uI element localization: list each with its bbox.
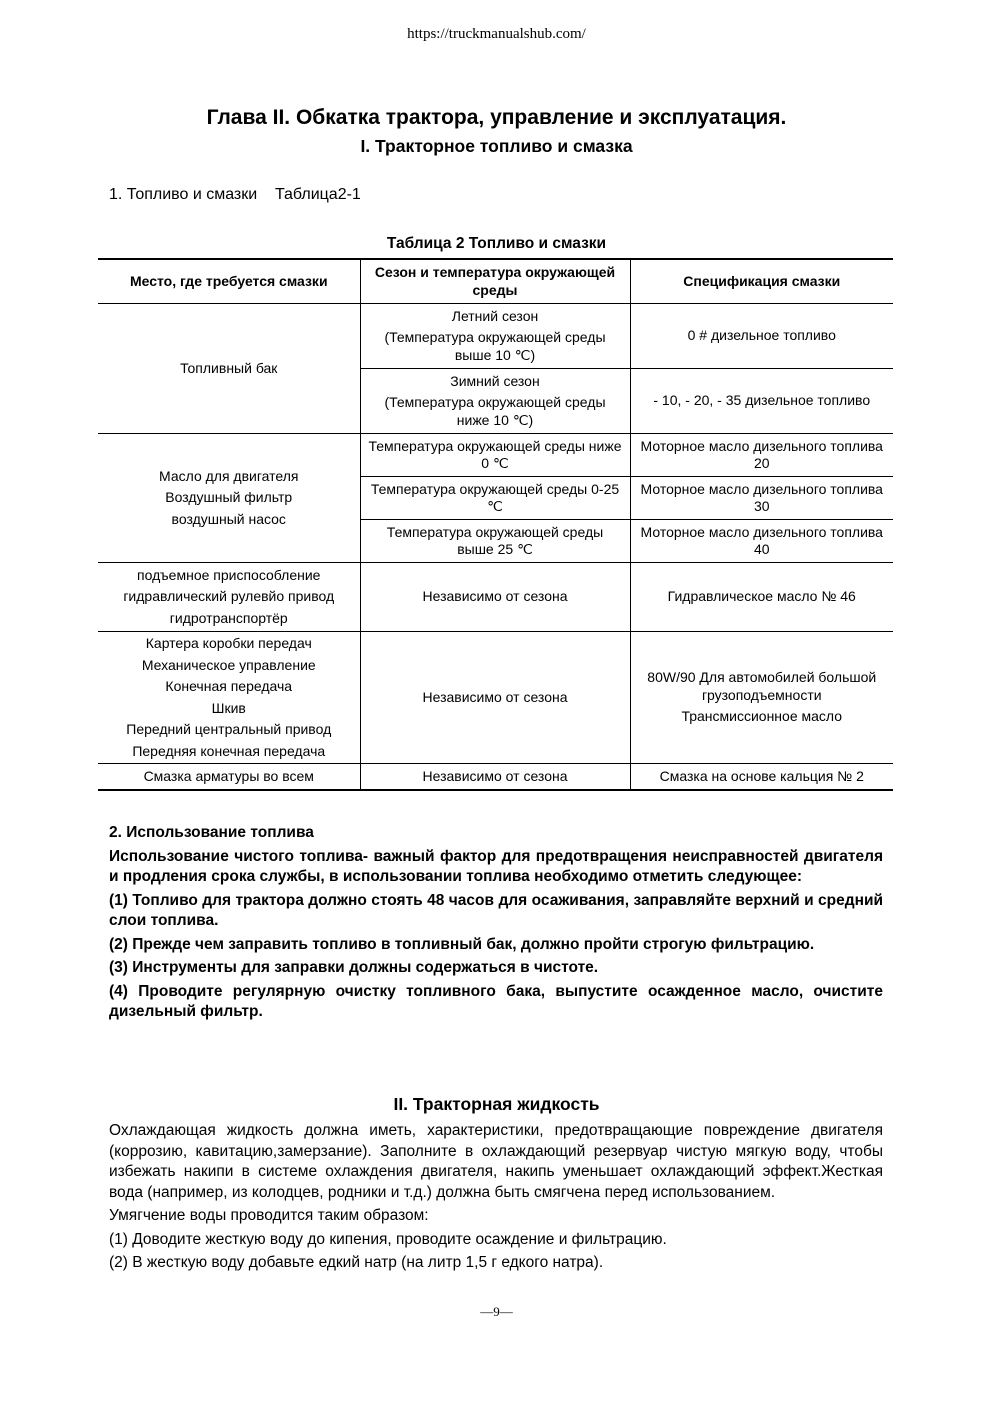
fluid-section (109, 1121, 883, 1274)
place-line: гидравлический рулевйо привод (123, 588, 335, 605)
place-line: Механическое управление (141, 656, 316, 673)
place-line: Картера коробки передач (145, 635, 312, 651)
spec-cell: Смазка на основе кальция № 2 (630, 764, 893, 791)
place-line: воздушный насос (171, 510, 286, 527)
condition-cell: Независимо от сезона (360, 764, 630, 791)
fluid-title: II. Тракторная жидкость (393, 1094, 600, 1114)
spec-cell: - 10, - 20, - 35 дизельное топливо (630, 369, 893, 434)
table-header-row (98, 259, 893, 304)
condition-cell: Независимо от сезона (360, 632, 630, 764)
spec-line: 80W/90 Для автомобилей большой грузоподъемности (647, 669, 877, 703)
spec-cell (630, 632, 893, 764)
table-row (98, 563, 893, 632)
place-line: Конечная передача (165, 678, 293, 694)
place-cell (98, 434, 360, 563)
condition-line: Летний сезон (451, 307, 539, 324)
spec-cell: Моторное масло дизельного топлива 40 (630, 520, 893, 563)
condition-cell (360, 304, 630, 369)
fuel-usage-section (109, 823, 883, 1023)
place-line: Шкив (211, 699, 246, 716)
spec-cell: Моторное масло дизельного топлива 20 (630, 434, 893, 477)
condition-cell: Независимо от сезона (360, 563, 630, 632)
table-caption: Таблица 2 Топливо и смазки (386, 235, 607, 252)
condition-cell: Температура окружающей среды 0-25 ℃ (360, 477, 630, 520)
condition-cell: Температура окружающей среды выше 25 ℃ (360, 520, 630, 563)
table-row (98, 632, 893, 764)
chapter-title: Глава II. Обкатка трактора, управление и эксплуатация. (206, 106, 787, 129)
header-season: Сезон и температура окружающей среды (360, 259, 630, 304)
place-cell (98, 632, 360, 764)
intro-line: 1. Топливо и смазки Таблица2-1 (109, 186, 361, 203)
spec-cell: 0 # дизельное топливо (630, 304, 893, 369)
condition-cell: Температура окружающей среды ниже 0 ℃ (360, 434, 630, 477)
header-place: Место, где требуется смазки (98, 259, 360, 304)
condition-line: Зимний сезон (450, 372, 540, 389)
fuel-usage-paragraph: (4) Проводите регулярную очистку топливного бака, выпустите осажденное масло, очистите дизельный фильтр. (109, 982, 883, 1020)
section-title: I. Тракторное топливо и смазка (360, 136, 633, 156)
place-line: Топливный бак (180, 359, 278, 376)
place-line: Воздушный фильтр (165, 489, 293, 506)
condition-line: (Температура окружающей среды ниже 10 ℃) (384, 394, 606, 428)
table-row (98, 304, 893, 369)
fuel-usage-paragraph: (3) Инструменты для заправки должны содержаться в чистоте. (109, 959, 599, 976)
place-cell (98, 563, 360, 632)
place-line: Смазка арматуры во всем (143, 767, 314, 784)
fuel-usage-paragraph: (1) Топливо для трактора должно стоять 48 часов для осаживания, заправляйте верхний и средний слои топлива. (109, 891, 883, 929)
place-line: Передняя конечная передача (132, 742, 326, 759)
spec-cell: Моторное масло дизельного топлива 30 (630, 477, 893, 520)
fuel-usage-title: 2. Использование топлива (109, 824, 314, 841)
fluid-paragraph: Охлаждающая жидкость должна иметь, характеристики, предотвращающие повреждение двигателя (коррозию, кавитацию,замерзание). Заполните в охлаждающий резервуар чистую мягкую воду, чтобы избежать накипи в системе охлаждения двигателя, накипь уменьшает охлаждающий эффект.Жесткая вода (например, из колодцев, родники и т.д.) должна быть смягчена перед использованием. (109, 1122, 883, 1201)
page-number: —9— (480, 1304, 513, 1319)
table-row (98, 764, 893, 791)
fluid-paragraph: (1) Доводите жесткую воду до кипения, проводите осаждение и фильтрацию. (109, 1230, 667, 1248)
condition-line: (Температура окружающей среды выше 10 ℃) (384, 329, 606, 363)
table-row (98, 434, 893, 477)
place-line: Передний центральный привод (126, 721, 332, 737)
source-url: https://truckmanualshub.com/ (407, 26, 586, 42)
fuel-usage-paragraph: Использование чистого топлива- важный фактор для предотвращения неисправностей двигателя и продления срока службы, в использовании топлива необходимо отметить следующее: (109, 847, 883, 885)
place-line: Масло для двигателя (159, 467, 299, 484)
place-line: гидротранспортёр (169, 609, 288, 626)
spec-line: Трансмиссионное масло (681, 708, 843, 725)
place-cell (98, 304, 360, 434)
lubricant-table (98, 258, 893, 791)
fluid-paragraph: Умягчение воды проводится таким образом: (109, 1207, 429, 1224)
spec-cell: Гидравлическое масло № 46 (630, 563, 893, 632)
place-cell (98, 764, 360, 791)
header-spec: Спецификация смазки (630, 259, 893, 304)
fuel-usage-paragraph: (2) Прежде чем заправить топливо в топливный бак, должно пройти строгую фильтрацию. (109, 935, 815, 953)
place-line: подъемное приспособление (137, 566, 321, 583)
fluid-paragraph: (2) В жесткую воду добавьте едкий натр (на литр 1,5 г едкого натра). (109, 1254, 604, 1271)
condition-cell (360, 369, 630, 434)
